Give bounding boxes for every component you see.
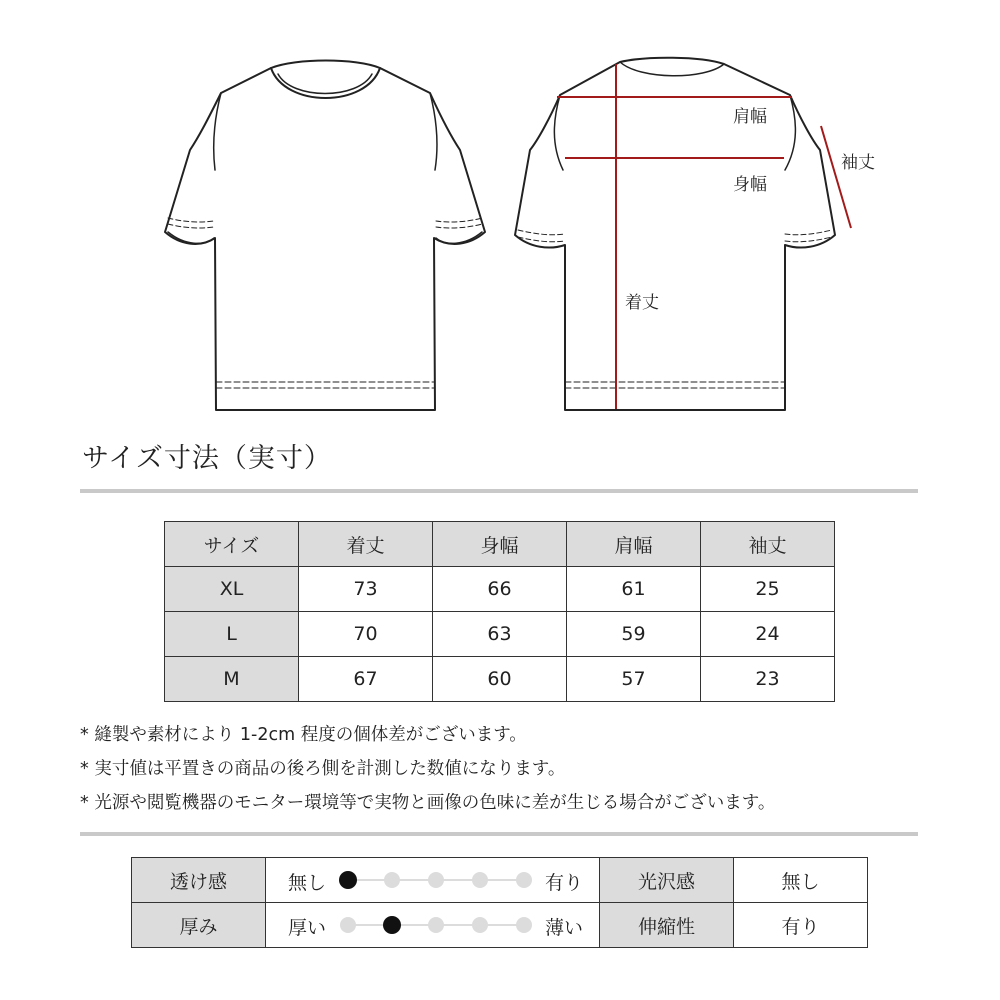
sleeve-label: 袖丈 <box>841 153 875 173</box>
stretch-value: 有り <box>734 903 868 948</box>
shoulder-label: 肩幅 <box>733 107 767 127</box>
gloss-value: 無し <box>734 858 868 903</box>
header-shoulder: 肩幅 <box>567 522 701 567</box>
table-cell: 24 <box>701 612 835 657</box>
table-row <box>165 612 835 657</box>
back-tshirt <box>515 58 835 410</box>
note-item: * 光源や閲覧機器のモニター環境等で実物と画像の色味に差が生じる場合がございます。 <box>80 793 776 813</box>
thickness-scale-cell <box>266 903 600 948</box>
thickness-label: 厚み <box>132 903 266 948</box>
table-cell: 67 <box>299 657 433 702</box>
garment-diagram <box>0 0 1000 420</box>
attribute-row <box>132 903 868 948</box>
size-cell: XL <box>165 567 299 612</box>
table-cell: 70 <box>299 612 433 657</box>
table-cell: 73 <box>299 567 433 612</box>
size-table <box>164 521 835 702</box>
table-cell: 25 <box>701 567 835 612</box>
transparency-scale <box>266 858 599 902</box>
divider <box>80 489 918 493</box>
scale-dot <box>428 872 444 888</box>
table-cell: 23 <box>701 657 835 702</box>
table-cell: 60 <box>433 657 567 702</box>
length-label: 着丈 <box>625 293 659 313</box>
scale-dot <box>516 872 532 888</box>
transparency-scale-cell <box>266 858 600 903</box>
size-cell: L <box>165 612 299 657</box>
header-length: 着丈 <box>299 522 433 567</box>
header-sleeve: 袖丈 <box>701 522 835 567</box>
attributes-table <box>131 857 868 948</box>
table-cell: 66 <box>433 567 567 612</box>
section-title: サイズ寸法（実寸） <box>82 443 332 474</box>
notes <box>80 722 775 824</box>
table-cell: 59 <box>567 612 701 657</box>
scale-dot <box>472 872 488 888</box>
header-body-width: 身幅 <box>433 522 567 567</box>
scale-dot <box>516 917 532 933</box>
gloss-label: 光沢感 <box>600 858 734 903</box>
scale-dot <box>384 872 400 888</box>
table-header-row <box>165 522 835 567</box>
thickness-left-label: 厚い <box>288 917 327 939</box>
table-row <box>165 657 835 702</box>
table-cell: 63 <box>433 612 567 657</box>
table-row <box>165 567 835 612</box>
scale-dot <box>472 917 488 933</box>
divider <box>80 832 918 836</box>
size-cell: M <box>165 657 299 702</box>
thickness-right-label: 薄い <box>544 917 583 939</box>
header-size: サイズ <box>165 522 299 567</box>
body-width-label: 身幅 <box>733 175 767 195</box>
scale-dot-active <box>339 871 357 889</box>
transparency-label: 透け感 <box>132 858 266 903</box>
transparency-left-label: 無し <box>288 872 327 894</box>
scale-dot <box>428 917 444 933</box>
front-tshirt <box>165 61 485 411</box>
stretch-label: 伸縮性 <box>600 903 734 948</box>
note-item: * 実寸値は平置きの商品の後ろ側を計測した数値になります。 <box>80 759 566 779</box>
table-cell: 57 <box>567 657 701 702</box>
note-item: * 縫製や素材により 1-2cm 程度の個体差がございます。 <box>80 725 527 745</box>
scale-dot <box>340 917 356 933</box>
transparency-right-label: 有り <box>544 872 583 894</box>
attribute-row <box>132 858 868 903</box>
table-cell: 61 <box>567 567 701 612</box>
scale-dot-active <box>383 916 401 934</box>
thickness-scale <box>266 903 599 947</box>
